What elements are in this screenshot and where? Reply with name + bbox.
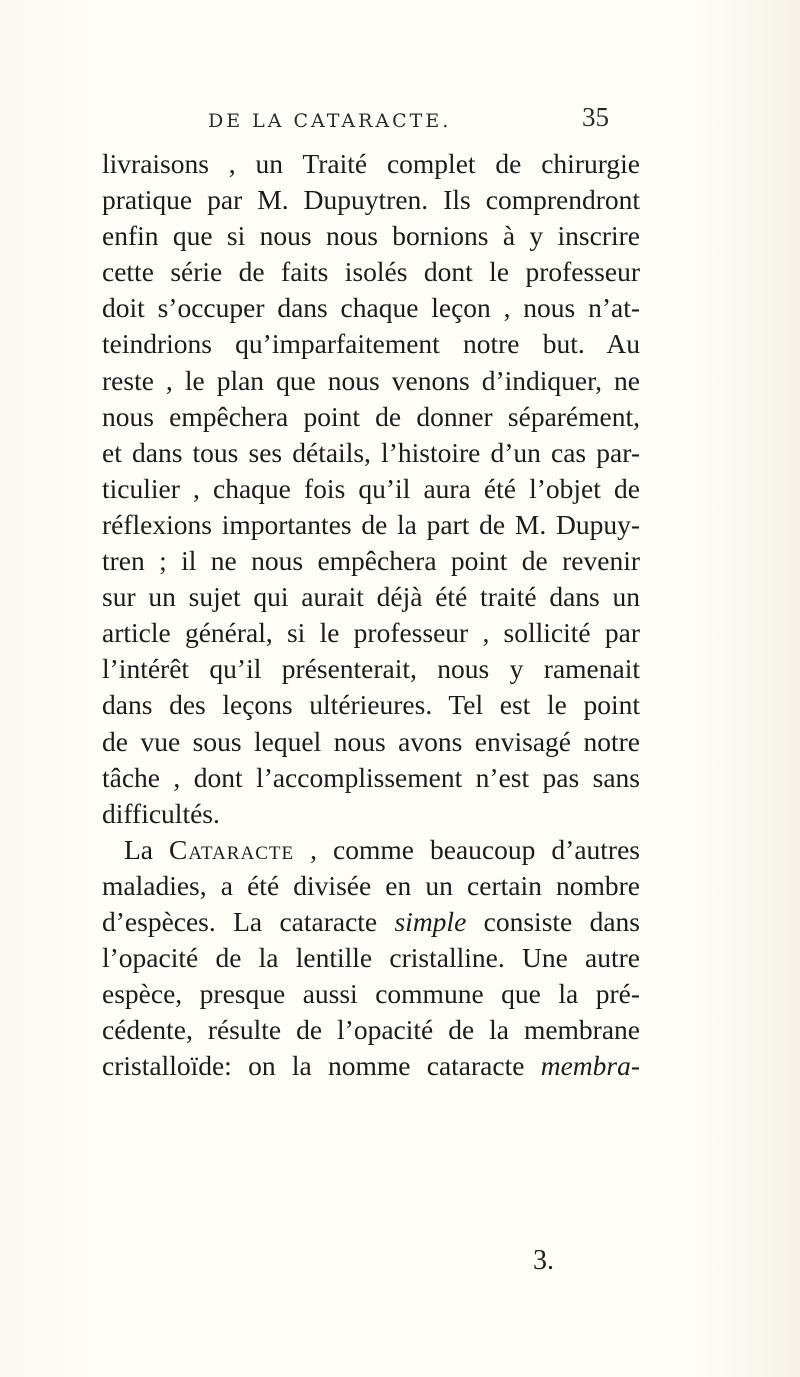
- running-title: DE LA CATARACTE.: [208, 110, 452, 132]
- text-line: [102, 904, 640, 940]
- text-fragment: consiste dans: [466, 905, 640, 937]
- text-fragment: , comme beaucoup d’autres: [294, 833, 640, 865]
- signature-mark: 3.: [533, 1245, 554, 1276]
- text-line: [102, 1048, 640, 1084]
- text-line: et dans tous ses détails, l’histoire d’un cas par-: [102, 436, 640, 468]
- text-line: cédente, résulte de l’opacité de la membrane: [102, 1014, 640, 1046]
- text-line: difficultés.: [102, 797, 220, 829]
- italic-term: simple: [394, 905, 467, 937]
- text-line: doit s’occuper dans chaque leçon , nous n’at-: [102, 292, 640, 324]
- text-line: nous empêchera point de donner séparément,: [102, 400, 640, 432]
- text-line: espèce, presque aussi commune que la pré-: [102, 978, 640, 1010]
- text-line: teindrions qu’imparfaitement notre but. Au: [102, 328, 640, 360]
- text-fragment: cristalloïde: on la nomme cataracte: [102, 1050, 541, 1082]
- page-edge-shading: [690, 0, 800, 1377]
- text-line: reste , le plan que nous venons d’indiquer, ne: [102, 364, 640, 396]
- italic-term: membra-: [540, 1050, 640, 1082]
- text-line: réflexions importantes de la part de M. Dupuy-: [102, 508, 640, 540]
- text-line: pratique par M. Dupuytren. Ils comprendront: [102, 184, 640, 216]
- text-line: ticulier , chaque fois qu’il aura été l’objet de: [102, 472, 640, 504]
- text-line: tâche , dont l’accomplissement n’est pas sans: [102, 761, 640, 793]
- text-line: tren ; il ne nous empêchera point de revenir: [102, 545, 640, 577]
- text-line: maladies, a été divisée en un certain nombre: [102, 869, 640, 901]
- text-fragment: La: [124, 833, 170, 865]
- text-line: cette série de faits isolés dont le professeur: [102, 256, 640, 288]
- body-text: [102, 146, 640, 1084]
- text-line: article général, si le professeur , sollicité par: [102, 617, 640, 649]
- text-line: [102, 832, 640, 868]
- text-line: l’intérêt qu’il présenterait, nous y ramenait: [102, 653, 640, 685]
- text-line: sur un sujet qui aurait déjà été traité dans un: [102, 581, 640, 613]
- text-line: dans des leçons ultérieures. Tel est le point: [102, 689, 640, 721]
- page-header: [0, 104, 800, 144]
- text-fragment: d’espèces. La cataracte: [102, 905, 395, 937]
- smallcaps-term: Cataracte: [169, 833, 295, 865]
- page-number: 35: [582, 102, 609, 132]
- text-line: livraisons , un Traité complet de chirurgie: [102, 148, 640, 179]
- text-line: de vue sous lequel nous avons envisagé notre: [102, 725, 640, 757]
- text-line: enfin que si nous nous bornions à y inscrire: [102, 220, 640, 252]
- text-line: l’opacité de la lentille cristalline. Une autre: [102, 942, 640, 974]
